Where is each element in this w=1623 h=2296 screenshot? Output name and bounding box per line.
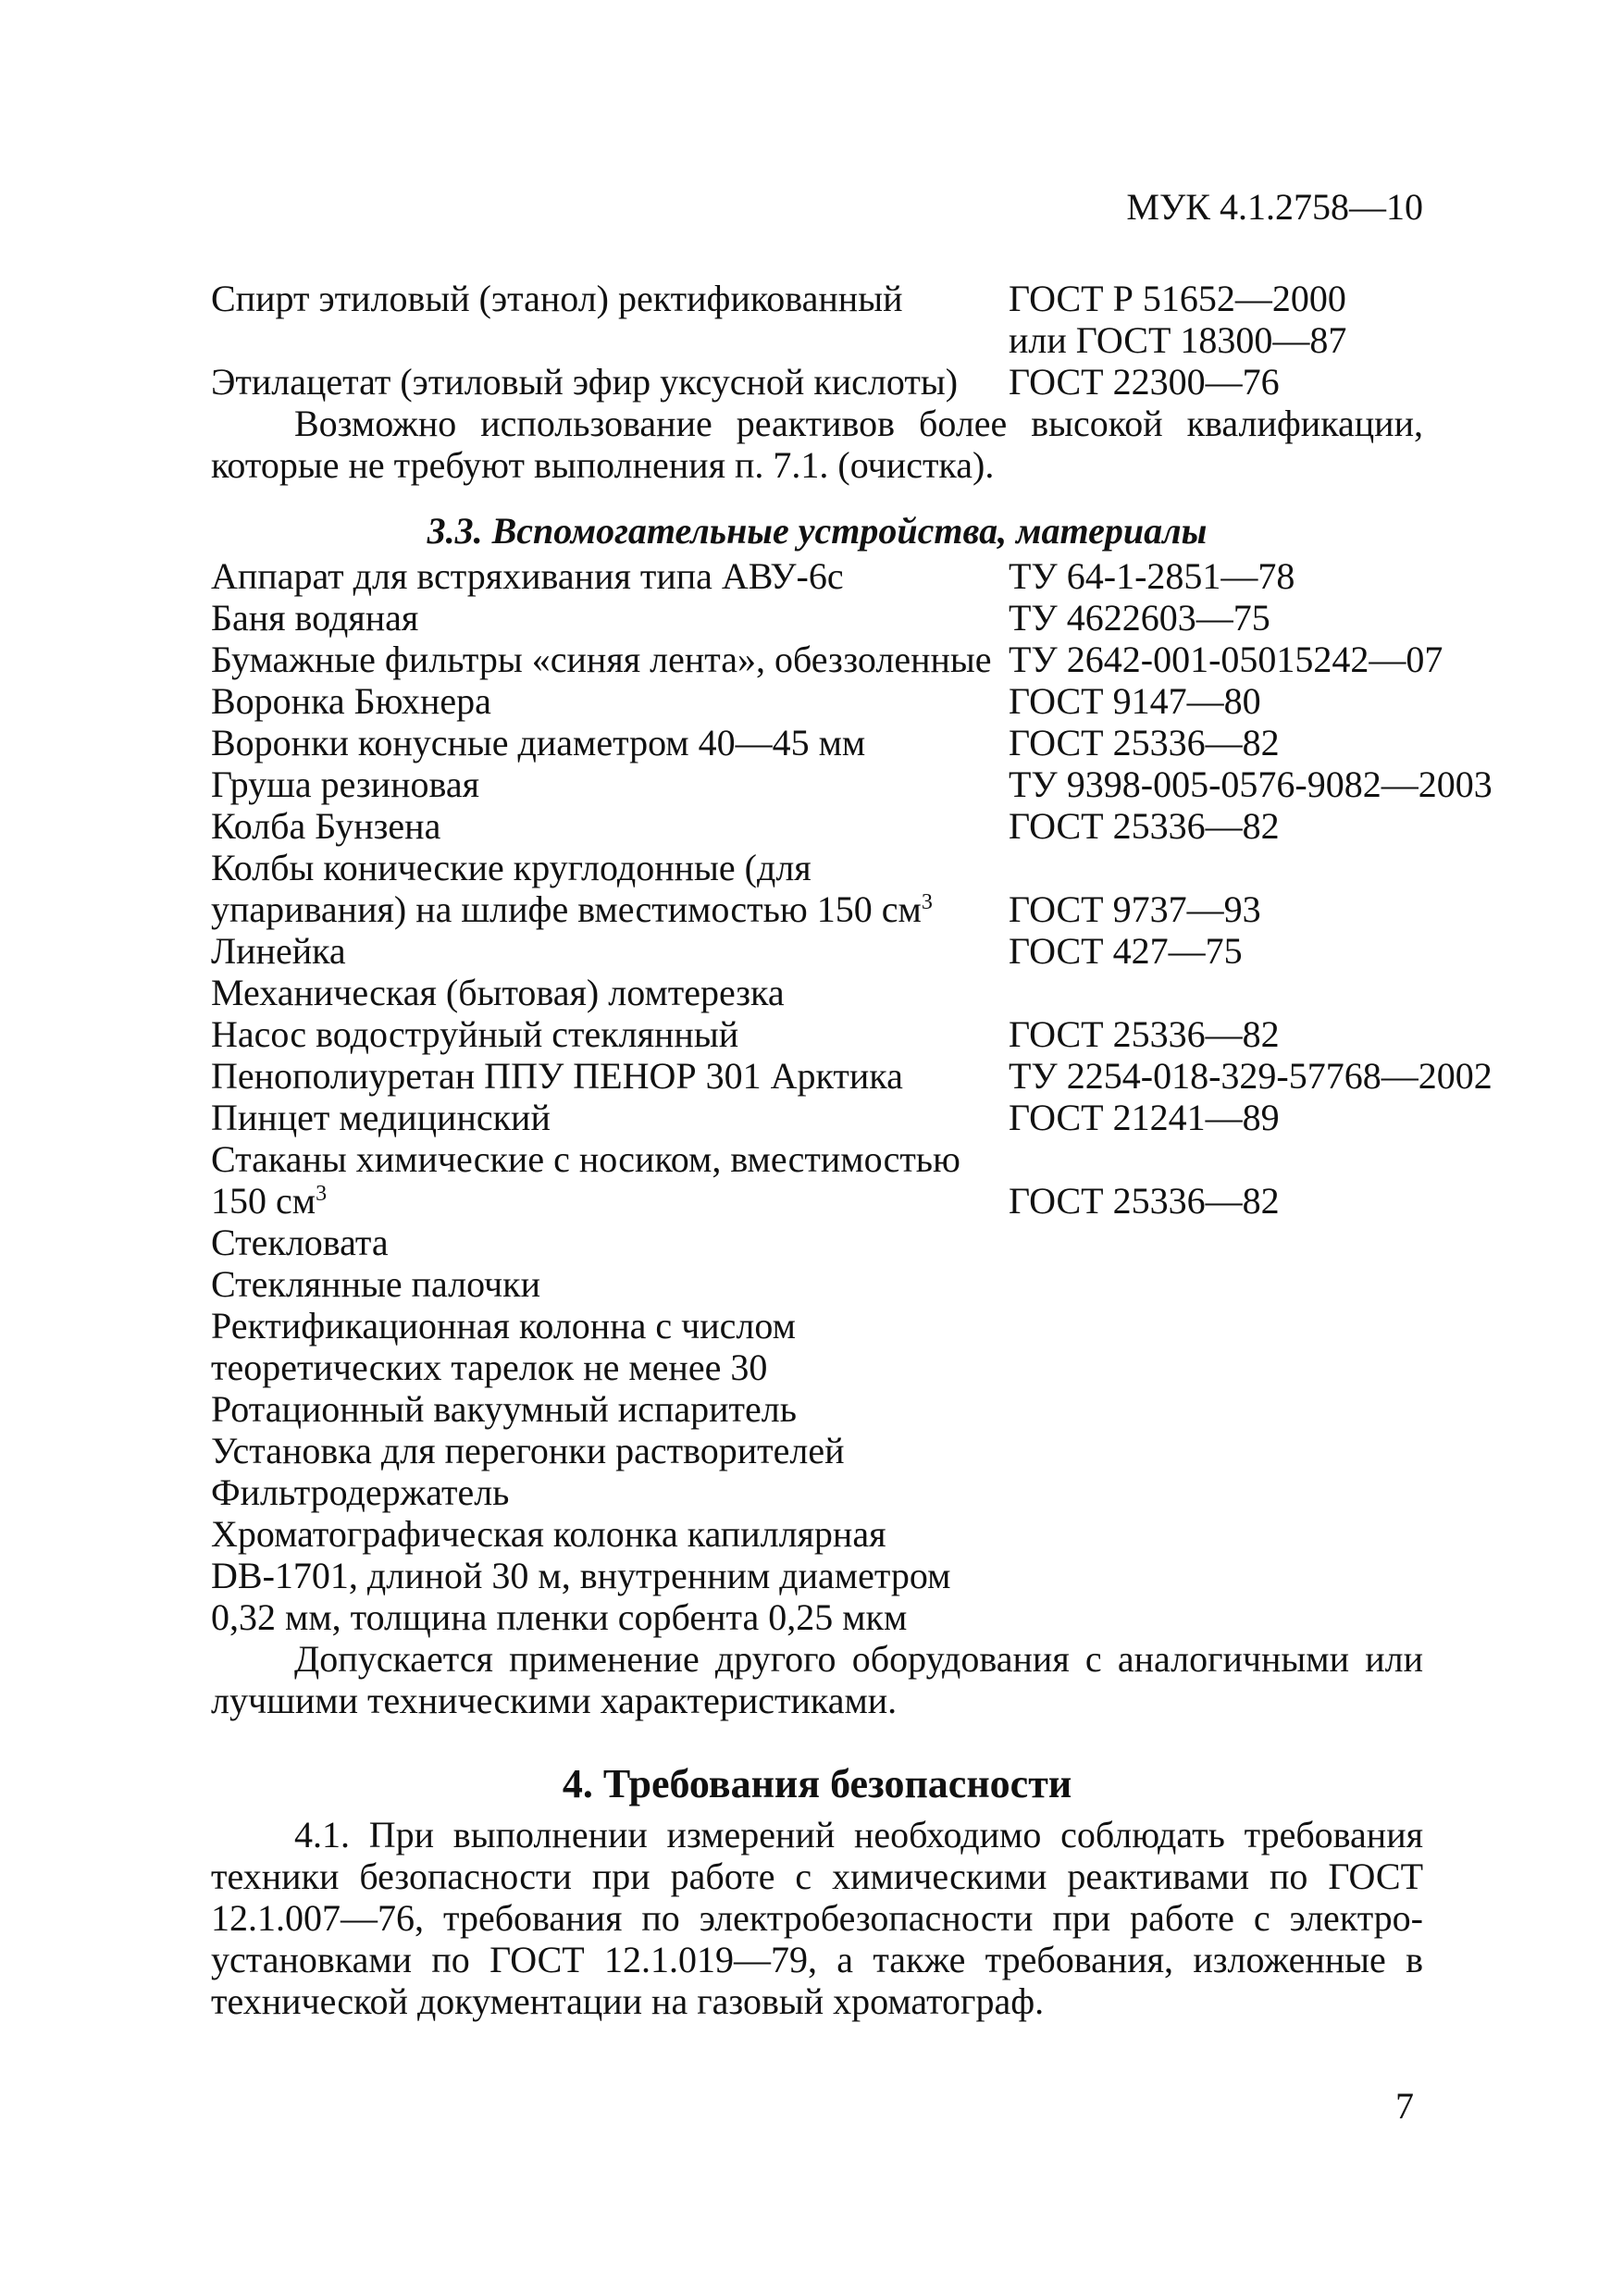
item-standard: ГОСТ 9737—93 (1009, 888, 1261, 930)
item-name: Хроматографическая колонка капиллярная (211, 1513, 886, 1555)
item-name: Установка для перегонки растворителей (211, 1430, 845, 1471)
list-item (211, 1471, 1423, 1513)
list-item (211, 1596, 1423, 1638)
list-item (211, 278, 1423, 319)
item-name: Стеклянные палочки (211, 1263, 541, 1305)
item-name: Аппарат для встряхивания типа АВУ-6с (211, 555, 844, 597)
item-name-wrap (211, 888, 933, 930)
list-item (211, 763, 1493, 805)
list-item (211, 680, 1423, 722)
item-name: Механическая (бытовая) ломтерезка (211, 972, 785, 1013)
item-standard: ТУ 2642-001-05015242—07 (1009, 639, 1443, 680)
item-name: Линейка (211, 930, 346, 972)
item-standard: ГОСТ 21241—89 (1009, 1097, 1280, 1138)
equipment-note: Допускается применение другого оборудования с аналогичными или лучшими техническими характеристиками. (211, 1638, 1423, 1721)
item-standard: ТУ 4622603—75 (1009, 597, 1270, 639)
section-3-3 (211, 510, 1423, 552)
section-4-body (211, 1814, 1423, 2022)
page-number: 7 (1395, 2085, 1414, 2127)
list-item (211, 639, 1443, 680)
item-name: Ректификационная колонна с числом (211, 1305, 796, 1347)
superscript: 3 (921, 890, 933, 914)
list-item (211, 805, 1423, 847)
reagents-list (211, 278, 1423, 486)
list-item (211, 319, 1423, 361)
reagents-note: Возможно использование реактивов более высокой квалификации, которые не требуют выполнения п. 7.1. (очистка). (211, 403, 1423, 486)
item-name: Спирт этиловый (этанол) ректификованный (211, 278, 903, 319)
item-name: упаривания) на шлифе вместимостью 150 см (211, 888, 922, 930)
superscript: 3 (316, 1182, 328, 1206)
item-standard: ТУ 2254-018-329-57768—2002 (1009, 1055, 1493, 1097)
list-item (211, 1055, 1493, 1097)
list-item (211, 1513, 1423, 1555)
item-name: DB-1701, длиной 30 м, внутренним диаметром (211, 1555, 951, 1596)
section-4 (211, 1761, 1423, 1807)
item-name: Ротационный вакуумный испаритель (211, 1388, 797, 1430)
item-standard: ТУ 64-1-2851—78 (1009, 555, 1295, 597)
list-item (211, 847, 1423, 888)
list-item (211, 1555, 1423, 1596)
item-standard: ГОСТ 25336—82 (1009, 1013, 1280, 1055)
item-name: Баня водяная (211, 597, 419, 639)
list-item (211, 597, 1423, 639)
item-name-wrap (211, 1180, 327, 1222)
item-name: 0,32 мм, толщина пленки сорбента 0,25 мкм (211, 1596, 908, 1638)
list-item (211, 1430, 1423, 1471)
list-item (211, 1263, 1423, 1305)
document-code: МУК 4.1.2758—10 (1126, 186, 1423, 228)
list-item (211, 555, 1423, 597)
list-item (211, 888, 1423, 930)
list-item (211, 1347, 1423, 1388)
item-standard: или ГОСТ 18300—87 (1009, 319, 1347, 361)
item-name: Колба Бунзена (211, 805, 441, 847)
list-item (211, 1222, 1423, 1263)
item-name: 150 см (211, 1180, 316, 1222)
list-item (211, 1138, 1423, 1180)
item-standard: ГОСТ 22300—76 (1009, 361, 1280, 403)
item-standard: ГОСТ 427—75 (1009, 930, 1243, 972)
list-item (211, 1388, 1423, 1430)
list-item (211, 361, 1423, 403)
item-standard: ГОСТ 9147—80 (1009, 680, 1261, 722)
item-name: Стаканы химические с носиком, вместимостью (211, 1138, 960, 1180)
list-item (211, 1097, 1423, 1138)
item-standard: ТУ 9398-005-0576-9082—2003 (1009, 763, 1493, 805)
item-name: Бумажные фильтры «синяя лента», обеззоленные (211, 639, 992, 680)
list-item (211, 930, 1423, 972)
item-name: Насос водоструйный стеклянный (211, 1013, 739, 1055)
list-item (211, 972, 1423, 1013)
item-name: Воронки конусные диаметром 40—45 мм (211, 722, 866, 763)
item-name: Фильтродержатель (211, 1471, 510, 1513)
section-heading: 4. Требования безопасности (562, 1761, 1072, 1806)
item-name: Стекловата (211, 1222, 389, 1263)
item-name: Воронка Бюхнера (211, 680, 491, 722)
list-item (211, 1013, 1423, 1055)
item-name: Пинцет медицинский (211, 1097, 551, 1138)
list-item (211, 1305, 1423, 1347)
list-item (211, 1180, 1423, 1222)
section-heading: 3.3. Вспомогательные устройства, материалы (427, 510, 1208, 552)
equipment-list (211, 555, 1493, 1721)
paragraph-4-1: 4.1. При выполнении измерений необходимо соблюдать требования техники безопасности при работе с химическими реактивами по ГОСТ 12.1.007—76, требования по электробезопасности при работе с электроустановками по ГОСТ 12.1.019—79, а также требования, изложенные в технической документации на газовый хроматограф. (211, 1814, 1423, 2022)
item-standard: ГОСТ Р 51652—2000 (1009, 278, 1346, 319)
item-standard: ГОСТ 25336—82 (1009, 722, 1280, 763)
item-standard: ГОСТ 25336—82 (1009, 1180, 1280, 1222)
item-name: Пенополиуретан ППУ ПЕНОР 301 Арктика (211, 1055, 903, 1097)
list-item (211, 722, 1423, 763)
item-name: Груша резиновая (211, 763, 479, 805)
item-name: Этилацетат (этиловый эфир уксусной кислоты) (211, 361, 959, 403)
item-standard: ГОСТ 25336—82 (1009, 805, 1280, 847)
item-name: теоретических тарелок не менее 30 (211, 1347, 768, 1388)
item-name: Колбы конические круглодонные (для (211, 847, 812, 888)
